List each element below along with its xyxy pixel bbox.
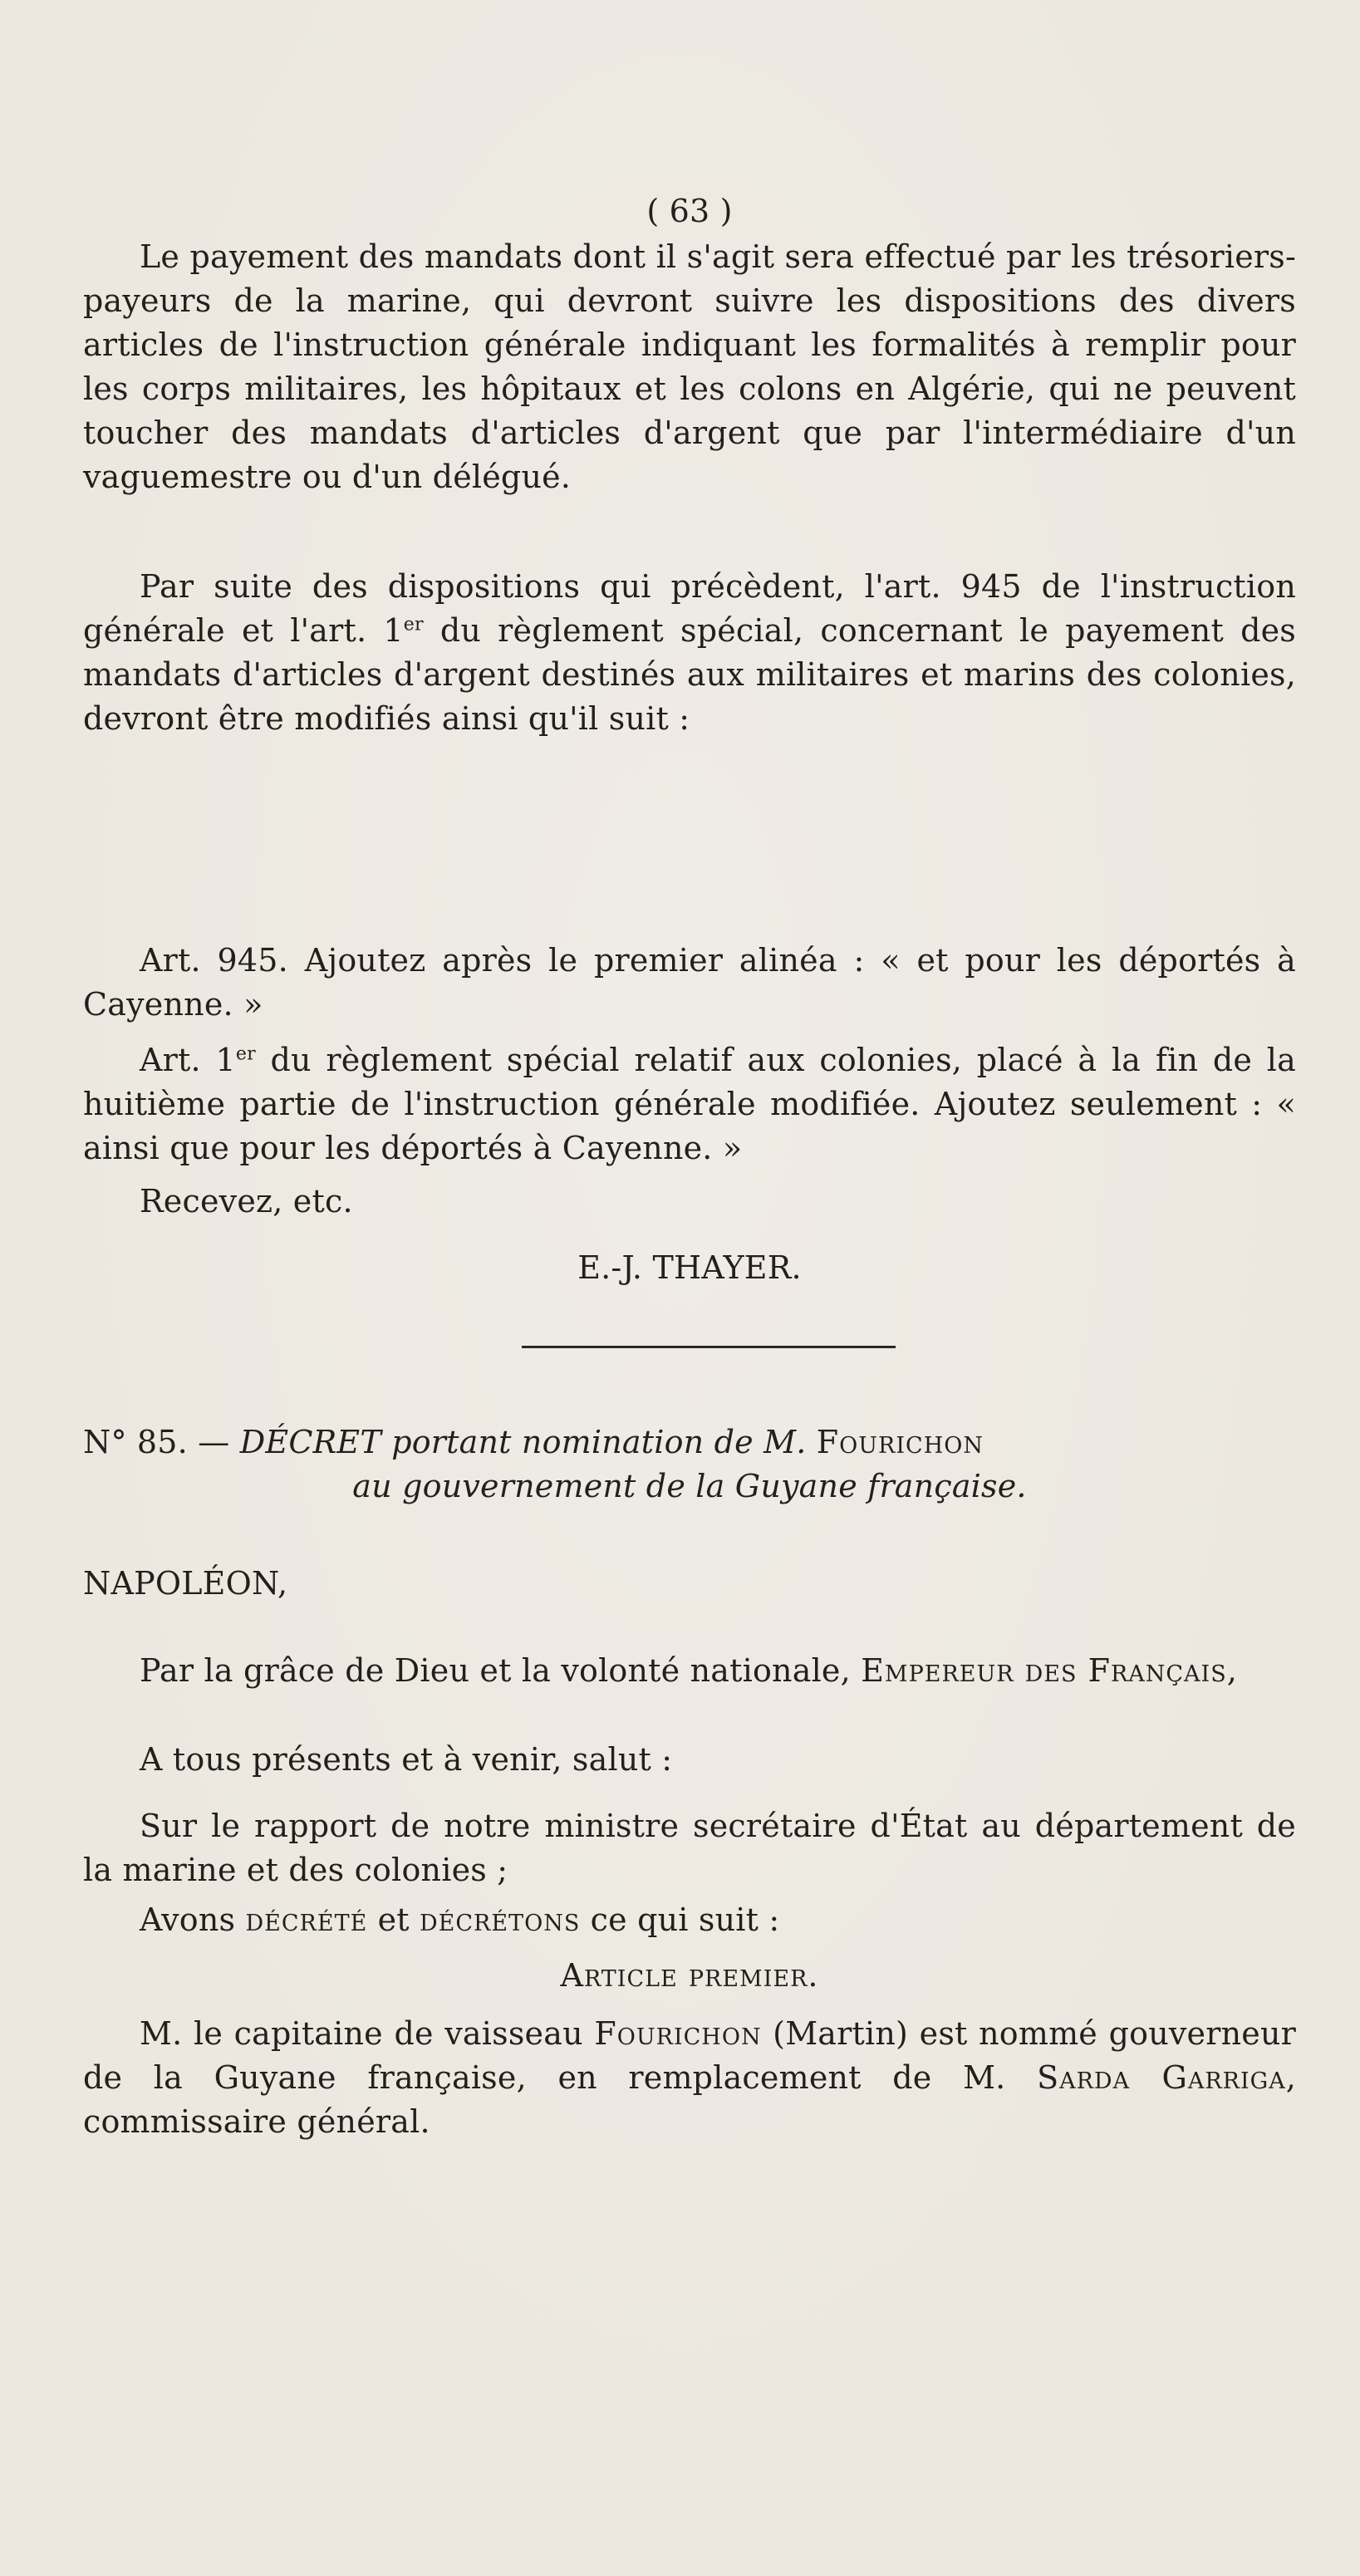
article-text-1: M. le capitaine de vaisseau [140, 2015, 583, 2052]
article-name-sarda-garriga: Sarda Garriga [1037, 2059, 1286, 2096]
paragraph-art-945: Art. 945. Ajoutez après le premier alinéa : « et pour les déportés à Cayenne. » [83, 942, 1296, 1023]
page-number: ( 63 ) [646, 193, 733, 229]
article-heading: Article premier. [560, 1957, 819, 1994]
grace-text: Par la grâce de Dieu et la volonté nationale, [140, 1652, 851, 1689]
decree-title [83, 1420, 1296, 1465]
article-text-3: , commissaire général. [83, 2059, 1296, 2140]
article-name-fourichon: Fourichon [594, 2015, 762, 2052]
decrete-word: décrété [245, 1901, 368, 1938]
decree-title-italic: DÉCRET portant nomination de M. [239, 1424, 807, 1460]
grace-comma: , [1226, 1652, 1238, 1689]
paragraph-art-1-part1: Art. 1 [140, 1042, 236, 1078]
paragraph-art-1 [83, 1038, 1296, 1170]
signature: E.-J. THAYER. [577, 1249, 802, 1286]
paragraph-modifications [83, 565, 1296, 741]
ce-qui-suit: ce qui suit : [590, 1901, 780, 1938]
decree-title-name: Fourichon [816, 1424, 984, 1460]
emperor-title: Empereur des Français [861, 1652, 1227, 1689]
paragraph-rapport: Sur le rapport de notre ministre secrétaire d'État au département de la marine et des colonies ; [83, 1808, 1296, 1888]
napoleon-heading: NAPOLÉON, [83, 1565, 288, 1602]
avons-word: Avons [140, 1901, 236, 1938]
et-word: et [377, 1901, 410, 1938]
decree-number: N° 85. — [83, 1424, 230, 1460]
paragraph-modifications-part1: Par suite des dispositions qui précèdent, l'art. 945 de l'instruction générale et l'art. 1 [83, 568, 1296, 649]
article-text-2: (Martin) est nommé gouverneur de la Guyane française, en remplacement de M. [83, 2015, 1296, 2096]
superscript-er: er [403, 614, 424, 635]
paragraph-payment: Le payement des mandats dont il s'agit sera effectué par les trésoriers-payeurs de la marine, qui devront suivre les dispositions des divers articles de l'instruction générale indiquant les formalités à remplir pour les corps militaires, les hôpitaux et les colons en Algérie, qui ne peuvent toucher des mandats d'articles d'argent que par l'intermédiaire d'un vaguemestre ou d'un délégué. [83, 238, 1296, 495]
paragraph-avons [83, 1898, 1296, 1942]
paragraph-grace [83, 1649, 1296, 1693]
decretons-word: décrétons [420, 1901, 581, 1938]
paragraph-article-1 [83, 2012, 1296, 2144]
decree-title-line2: au gouvernement de la Guyane française. [352, 1468, 1027, 1504]
paragraph-modifications-part2: du règlement spécial, concernant le payement des mandats d'articles d'argent destinés aux militaires et marins des colonies, devront être modifiés ainsi qu'il suit : [83, 612, 1296, 737]
superscript-er-2: er [235, 1043, 256, 1065]
section-divider [522, 1346, 896, 1348]
paragraph-art-1-part2: du règlement spécial relatif aux colonies, placé à la fin de la huitième partie de l'instruction générale modifiée. Ajoutez seulement : « ainsi que pour les déportés à Cayenne. » [83, 1042, 1296, 1166]
paragraph-salut: A tous présents et à venir, salut : [140, 1741, 673, 1778]
closing-salutation: Recevez, etc. [140, 1183, 353, 1219]
